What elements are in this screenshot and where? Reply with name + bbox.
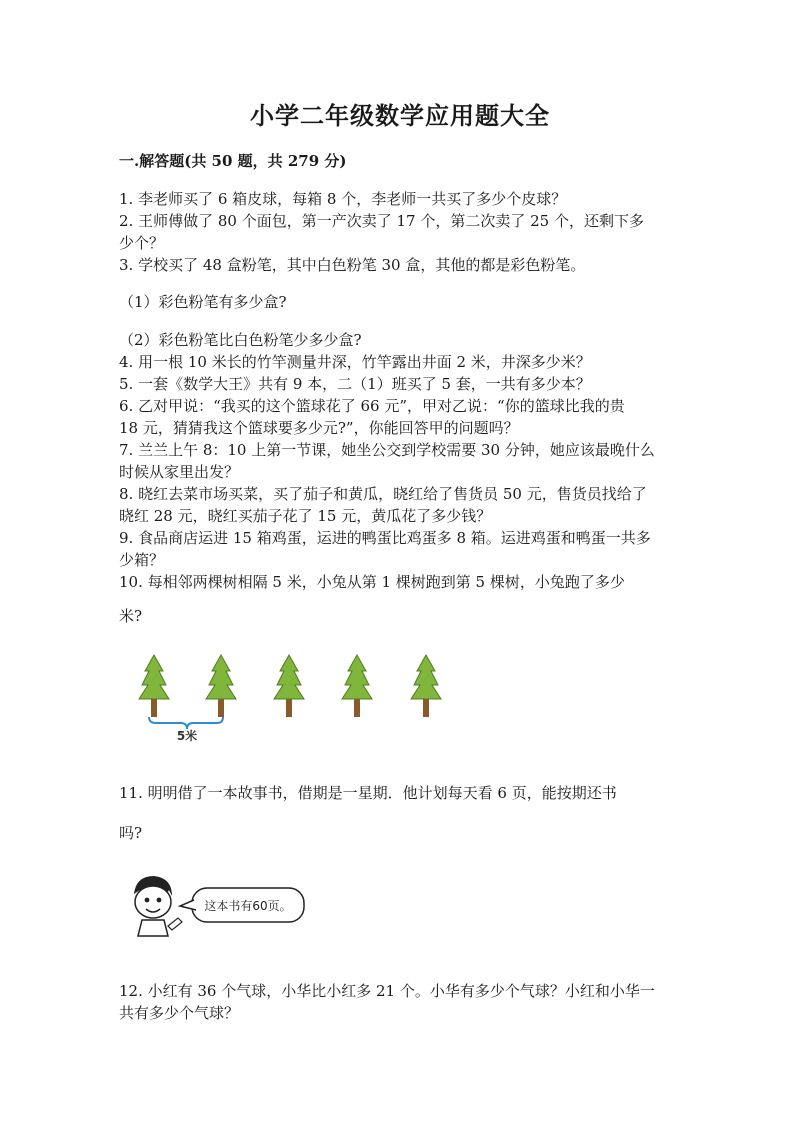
tree-icon xyxy=(274,655,304,717)
problem-line: 11. 明明借了一本故事书，借期是一星期．他计划每天看 6 页，能按期还书 xyxy=(119,784,617,802)
speech-text: 这本书有60页。 xyxy=(204,899,292,913)
tree-icon xyxy=(139,655,169,717)
tree-illustration xyxy=(130,645,460,745)
problem-line: 5. 一套《数学大王》共有 9 本，二（1）班买了 5 套，一共有多少本？ xyxy=(119,375,591,393)
book-illustration xyxy=(122,870,312,940)
problem-line: （1）彩色粉笔有多少盒? xyxy=(119,293,287,311)
problem-line: 10. 每相邻两棵树相隔 5 米，小兔从第 1 棵树跑到第 5 棵树，小兔跑了多少 xyxy=(119,573,625,591)
section-heading: 一.解答题(共 50 题，共 279 分) xyxy=(119,152,347,170)
speech-bubble xyxy=(180,888,304,922)
distance-brace xyxy=(149,717,223,729)
tree-icon xyxy=(206,655,236,717)
problem-line: 共有多少个气球？ xyxy=(119,1004,240,1022)
problem-line: （2）彩色粉笔比白色粉笔少多少盒? xyxy=(119,331,362,349)
problem-line: 9. 食品商店运进 15 箱鸡蛋，运进的鸭蛋比鸡蛋多 8 箱。运进鸡蛋和鸭蛋一共多 xyxy=(119,529,651,547)
tree-icon xyxy=(411,655,441,717)
problem-line: 1. 李老师买了 6 箱皮球，每箱 8 个，李老师一共买了多少个皮球？ xyxy=(119,190,567,208)
problem-line: 吗? xyxy=(119,824,143,842)
boy-icon xyxy=(134,876,182,936)
problem-line: 少个？ xyxy=(119,234,165,252)
distance-label: 5米 xyxy=(176,729,198,743)
problem-line: 6. 乙对甲说：“我买的这个篮球花了 66 元”，甲对乙说：“你的篮球比我的贵 xyxy=(119,397,625,415)
problem-line: 4. 用一根 10 米长的竹竿测量井深，竹竿露出井面 2 米，井深多少米？ xyxy=(119,353,591,371)
problem-line: 7. 兰兰上午 8：10 上第一节课，她坐公交到学校需要 30 分钟，她应该最晚什么 xyxy=(119,441,655,459)
problem-line: 8. 晓红去菜市场买菜，买了茄子和黄瓜，晓红给了售货员 50 元，售货员找给了 xyxy=(119,485,647,503)
problem-line: 3. 学校买了 48 盒粉笔，其中白色粉笔 30 盒，其他的都是彩色粉笔。 xyxy=(119,256,586,274)
problem-line: 2. 王师傅做了 80 个面包，第一产次卖了 17 个，第二次卖了 25 个，还剩下多 xyxy=(119,212,644,230)
problem-line: 18 元，猜猜我这个篮球要多少元?”，你能回答甲的问题吗？ xyxy=(119,419,519,437)
problem-line: 少箱？ xyxy=(119,551,165,569)
problem-line: 晓红 28 元，晓红买茄子花了 15 元，黄瓜花了多少钱？ xyxy=(119,507,492,525)
tree-icon xyxy=(342,655,372,717)
problem-line: 米? xyxy=(119,607,143,625)
problem-line: 时候从家里出发？ xyxy=(119,463,240,481)
page-title: 小学二年级数学应用题大全 xyxy=(250,101,550,130)
problem-line: 12. 小红有 36 个气球，小华比小红多 21 个。小华有多少个气球？小红和小华一 xyxy=(119,982,655,1000)
